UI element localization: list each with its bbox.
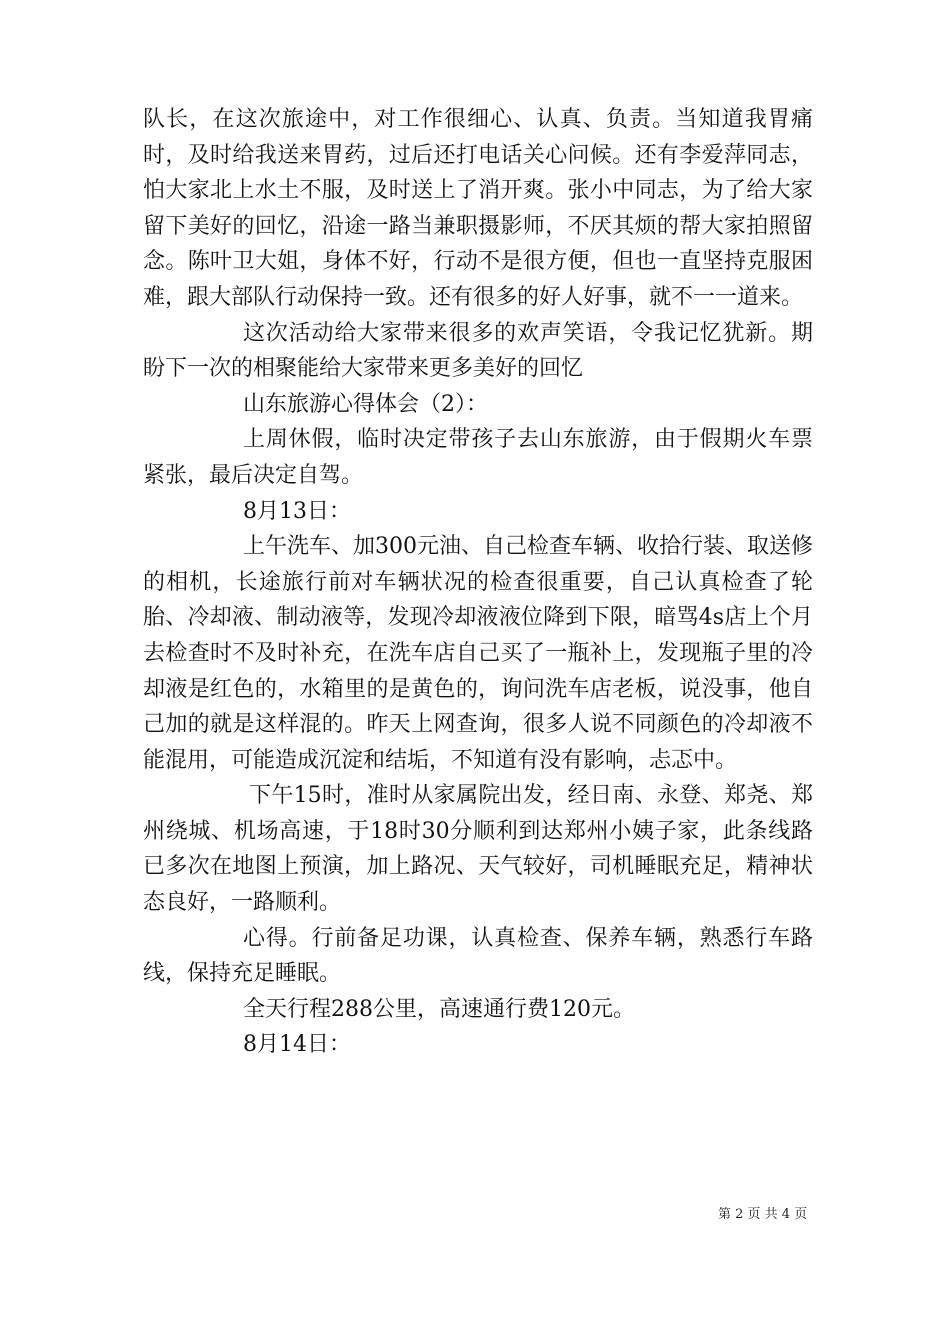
paragraph-morning-prep: 上午洗车、加300元油、自己检查车辆、收拾行装、取送修的相机，长途旅行前对车辆状况的检查很重要，自己认真检查了轮胎、冷却液、制动液等，发现冷却液液位降到下限，暗骂4s店上个月去检查时不及时补充，在洗车店自己买了一瓶补上，发现瓶子里的冷却液是红色的，水箱里的是黄色的，询问洗车店老板，说没事，他自己加的就是这样混的。昨天上网查询，很多人说不同颜色的冷却液不能混用，可能造成沉淀和结垢，不知道有没有影响，忐忑中。 xyxy=(143,534,813,773)
paragraph-lessons: 心得。行前备足功课，认真检查、保养车辆，熟悉行车路线，保持充足睡眠。 xyxy=(143,925,813,987)
paragraph-team-thanks: 队长，在这次旅途中，对工作很细心、认真、负责。当知道我胃痛时，及时给我送来胃药，过后还打电话关心问候。还有李爱萍同志，怕大家北上水土不服，及时送上了消开爽。张小中同志，为了给大家留下美好的回忆，沿途一路当兼职摄影师，不厌其烦的帮大家拍照留念。陈叶卫大姐，身体不好，行动不是很方便，但也一直坚持克服困难，跟大部队行动保持一致。还有很多的好人好事，就不一一道来。 xyxy=(143,107,813,310)
section-heading-shandong: 山东旅游心得体会（2）： xyxy=(243,391,488,417)
paragraph-afternoon-drive: 下午15时，准时从家属院出发，经日南、永登、郑尧、郑州绕城、机场高速，于18时30分顺利到达郑州小姨子家，此条线路已多次在地图上预演，加上路况、天气较好，司机睡眠充足，精神状态良好，一路顺利。 xyxy=(143,783,813,916)
date-heading-aug14: 8月14日： xyxy=(243,1032,351,1058)
document-body xyxy=(143,102,813,1063)
paragraph-day-total: 全天行程288公里，高速通行费120元。 xyxy=(243,996,635,1022)
paragraph-activity-summary: 这次活动给大家带来很多的欢声笑语，令我记忆犹新。期盼下一次的相聚能给大家带来更多美好的回忆 xyxy=(143,320,813,382)
page-number-footer: 第 2 页 共 4 页 xyxy=(718,1207,808,1222)
paragraph-trip-decision: 上周休假，临时决定带孩子去山东旅游，由于假期火车票紧张，最后决定自驾。 xyxy=(143,427,813,488)
date-heading-aug13: 8月13日： xyxy=(243,498,351,524)
